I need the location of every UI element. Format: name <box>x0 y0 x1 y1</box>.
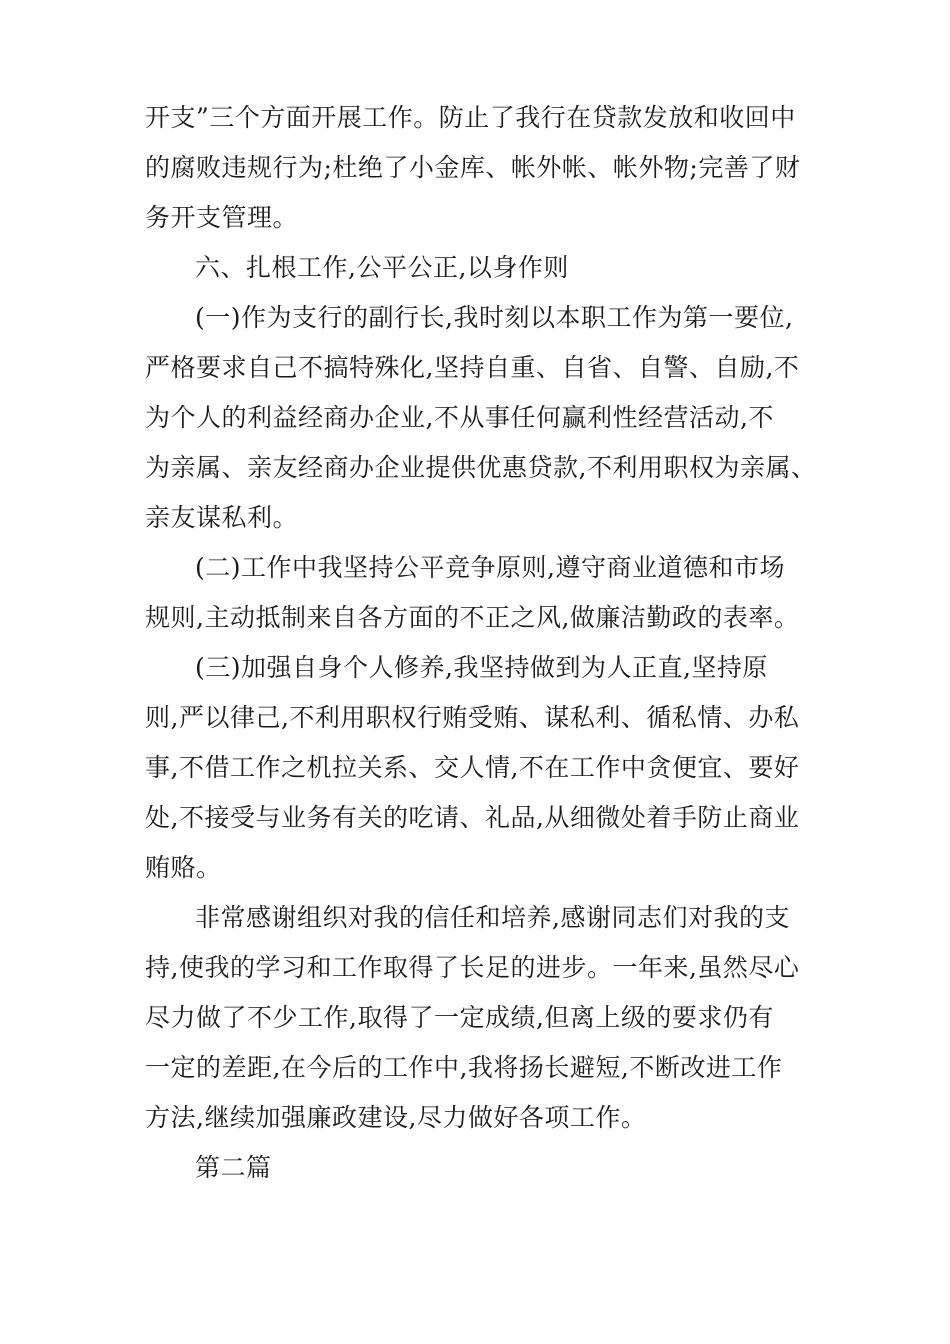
text-line: 事,不借工作之机拉关系、交人情,不在工作中贪便宜、要好 <box>145 753 800 782</box>
text-line: 持,使我的学习和工作取得了长足的进步。一年来,虽然尽心 <box>145 953 800 982</box>
text-line: 亲友谋私利。 <box>145 503 299 532</box>
section-heading: 第二篇 <box>195 1153 272 1182</box>
text-line: 开支”三个方面开展工作。防止了我行在贷款发放和收回中 <box>145 103 796 132</box>
text-line: 则,严以律己,不利用职权行贿受贿、谋私利、循私情、办私 <box>145 703 800 732</box>
text-line: 务开支管理。 <box>145 203 299 232</box>
text-line: 为个人的利益经商办企业,不从事任何赢利性经营活动,不 <box>145 403 774 432</box>
text-line: (二)工作中我坚持公平竞争原则,遵守商业道德和市场 <box>195 553 785 582</box>
text-line: (三)加强自身个人修养,我坚持做到为人正直,坚持原 <box>195 653 768 682</box>
text-line: 一定的差距,在今后的工作中,我将扬长避短,不断改进工作 <box>145 1053 783 1082</box>
text-line: 方法,继续加强廉政建设,尽力做好各项工作。 <box>145 1103 647 1132</box>
section-heading: 六、扎根工作,公平公正,以身作则 <box>195 253 569 282</box>
text-line: (一)作为支行的副行长,我时刻以本职工作为第一要位, <box>195 303 794 332</box>
text-line: 的腐败违规行为;杜绝了小金库、帐外帐、帐外物;完善了财 <box>145 153 801 182</box>
text-line: 规则,主动抵制来自各方面的不正之风,做廉洁勤政的表率。 <box>145 603 800 632</box>
text-line: 处,不接受与业务有关的吃请、礼品,从细微处着手防止商业 <box>145 803 800 832</box>
text-line: 为亲属、亲友经商办企业提供优惠贷款,不利用职权为亲属、 <box>145 453 817 482</box>
text-line: 尽力做了不少工作,取得了一定成绩,但离上级的要求仍有 <box>145 1003 774 1032</box>
text-line: 非常感谢组织对我的信任和培养,感谢同志们对我的支 <box>195 903 790 932</box>
text-line: 贿赂。 <box>145 853 222 882</box>
text-line: 严格要求自己不搞特殊化,坚持自重、自省、自警、自励,不 <box>145 353 800 382</box>
